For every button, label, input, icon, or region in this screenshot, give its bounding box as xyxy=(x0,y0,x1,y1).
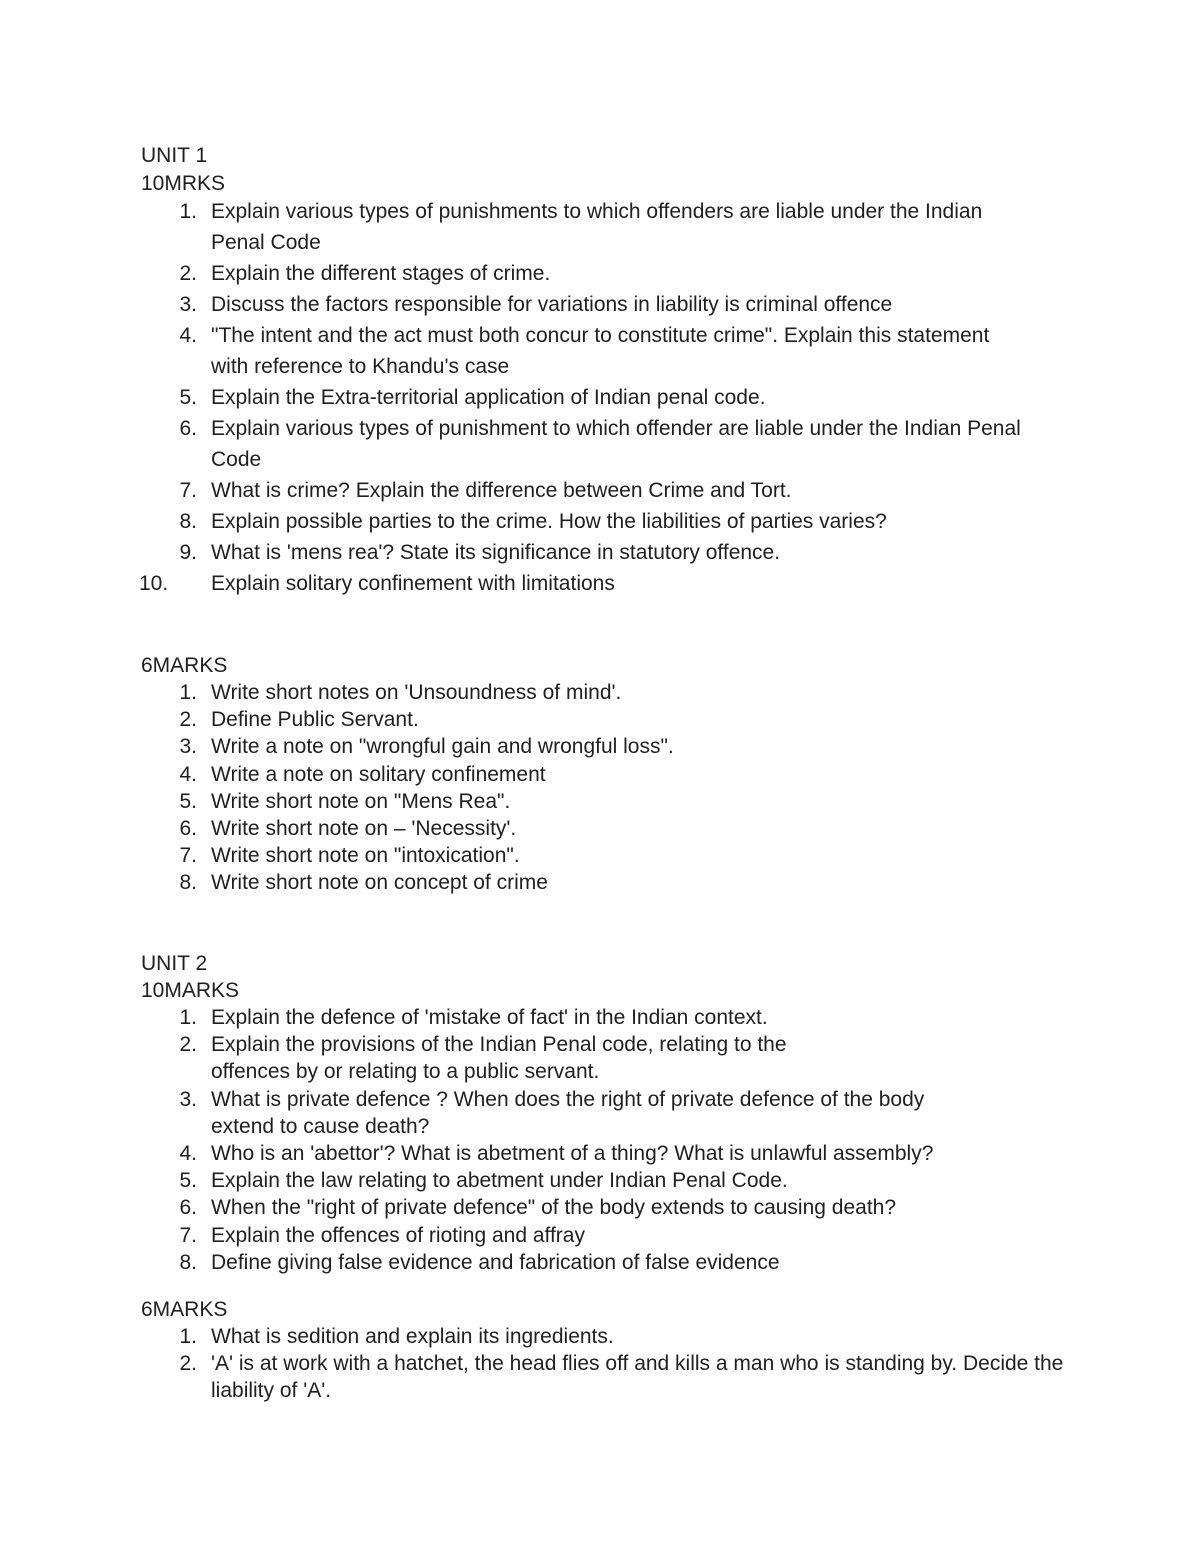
question-number: 4. xyxy=(179,1142,197,1166)
question-item xyxy=(0,1031,1200,1085)
question-text: Write a note on solitary confinement xyxy=(211,762,546,786)
question-number: 5. xyxy=(179,1169,197,1193)
unit-2-10marks-heading: 10MARKS xyxy=(141,979,240,1002)
question-text: 'A' is at work with a hatchet, the head flies off and kills a man who is standing by. Decide the liability of 'A'. xyxy=(211,1352,1064,1403)
question-item xyxy=(0,413,1200,475)
question-number: 8. xyxy=(179,871,197,895)
question-text: Write short note on – 'Necessity'. xyxy=(211,817,517,841)
unit-1-6marks-question-list xyxy=(0,679,1200,897)
question-number: 4. xyxy=(179,324,197,347)
question-number: 2. xyxy=(179,1033,197,1057)
question-text: Explain the Extra-territorial application of Indian penal code. xyxy=(211,386,766,409)
question-text: Explain the provisions of the Indian Penal code, relating to the offences by or relating to a public servant. xyxy=(211,1033,787,1084)
unit-1-title: UNIT 1 xyxy=(141,144,208,167)
unit-1-10marks-question-list xyxy=(0,196,1200,599)
question-number: 5. xyxy=(179,789,197,813)
question-number: 4. xyxy=(179,762,197,786)
question-item xyxy=(0,869,1200,896)
question-number: 8. xyxy=(179,510,197,533)
question-text: Write short note on concept of crime xyxy=(211,871,548,895)
question-item xyxy=(0,1249,1200,1276)
question-item xyxy=(0,1323,1200,1350)
unit-2-title: UNIT 2 xyxy=(141,952,208,975)
question-text: What is crime? Explain the difference between Crime and Tort. xyxy=(211,479,792,502)
question-text: Explain various types of punishment to which offender are liable under the Indian Penal Code xyxy=(211,417,1021,471)
unit-2-10marks-question-list xyxy=(0,1004,1200,1276)
question-item xyxy=(0,289,1200,320)
question-text: Explain solitary confinement with limitations xyxy=(211,572,615,595)
question-number: 2. xyxy=(179,1352,197,1376)
question-item xyxy=(0,1222,1200,1249)
question-item xyxy=(0,1004,1200,1031)
question-text: Discuss the factors responsible for variations in liability is criminal offence xyxy=(211,293,893,316)
question-text: Explain the different stages of crime. xyxy=(211,262,551,285)
unit-2-6marks-heading: 6MARKS xyxy=(141,1298,228,1321)
question-number: 6. xyxy=(179,417,197,440)
question-item xyxy=(0,382,1200,413)
question-text: Explain possible parties to the crime. How the liabilities of parties varies? xyxy=(211,510,887,533)
question-number: 2. xyxy=(179,262,197,285)
question-item xyxy=(0,196,1200,258)
question-text: Who is an 'abettor'? What is abetment of a thing? What is unlawful assembly? xyxy=(211,1142,934,1166)
question-number: 8. xyxy=(179,1250,197,1274)
question-text: Explain the defence of 'mistake of fact' in the Indian context. xyxy=(211,1006,768,1029)
question-number: 1. xyxy=(179,1006,197,1029)
unit-1-10marks-heading: 10MRKS xyxy=(141,172,226,195)
question-text: Define giving false evidence and fabrication of false evidence xyxy=(211,1250,780,1274)
question-text: What is private defence ? When does the right of private defence of the body extend to cause death? xyxy=(211,1087,925,1138)
question-number: 6. xyxy=(179,1196,197,1220)
question-item xyxy=(0,679,1200,706)
question-number: 1. xyxy=(179,1325,197,1348)
question-text: Explain the offences of rioting and affray xyxy=(211,1223,585,1247)
question-item xyxy=(0,537,1200,568)
question-number: 7. xyxy=(179,1223,197,1247)
question-item xyxy=(0,568,1200,599)
question-item xyxy=(0,1086,1200,1140)
question-number: 9. xyxy=(179,541,197,564)
question-item xyxy=(0,258,1200,289)
question-number: 3. xyxy=(179,293,197,316)
question-item xyxy=(0,733,1200,760)
question-item xyxy=(0,706,1200,733)
question-number: 2. xyxy=(179,708,197,732)
question-item xyxy=(0,788,1200,815)
question-item xyxy=(0,506,1200,537)
unit-2-6marks-question-list xyxy=(0,1323,1200,1405)
question-text: Write short note on "Mens Rea". xyxy=(211,789,511,813)
question-text: Explain various types of punishments to which offenders are liable under the Indian Penal Code xyxy=(211,200,983,254)
question-item xyxy=(0,815,1200,842)
question-text: Define Public Servant. xyxy=(211,708,419,732)
question-text: Write short notes on 'Unsoundness of mind'. xyxy=(211,681,622,704)
question-item xyxy=(0,842,1200,869)
question-text: "The intent and the act must both concur to constitute crime". Explain this statement with reference to Khandu's case xyxy=(211,324,990,378)
question-text: What is sedition and explain its ingredients. xyxy=(211,1325,614,1348)
question-item xyxy=(0,475,1200,506)
question-text: Write short note on "intoxication". xyxy=(211,844,520,868)
question-number: 7. xyxy=(179,844,197,868)
question-text: Write a note on "wrongful gain and wrongful loss". xyxy=(211,735,674,759)
question-item xyxy=(0,761,1200,788)
question-number: 5. xyxy=(179,386,197,409)
question-item xyxy=(0,1140,1200,1167)
question-number: 1. xyxy=(179,681,197,704)
question-number: 3. xyxy=(179,1087,197,1111)
question-text: Explain the law relating to abetment under Indian Penal Code. xyxy=(211,1169,788,1193)
question-number: 6. xyxy=(179,817,197,841)
question-number: 1. xyxy=(179,200,197,223)
question-text: When the "right of private defence" of the body extends to causing death? xyxy=(211,1196,897,1220)
unit-1-6marks-heading: 6MARKS xyxy=(141,654,228,677)
question-item xyxy=(0,1350,1200,1404)
question-item xyxy=(0,1194,1200,1221)
question-item xyxy=(0,1167,1200,1194)
question-text: What is 'mens rea'? State its significance in statutory offence. xyxy=(211,541,781,564)
question-number: 3. xyxy=(179,735,197,759)
question-item xyxy=(0,320,1200,382)
question-number: 7. xyxy=(179,479,197,502)
question-number: 10. xyxy=(139,572,169,595)
